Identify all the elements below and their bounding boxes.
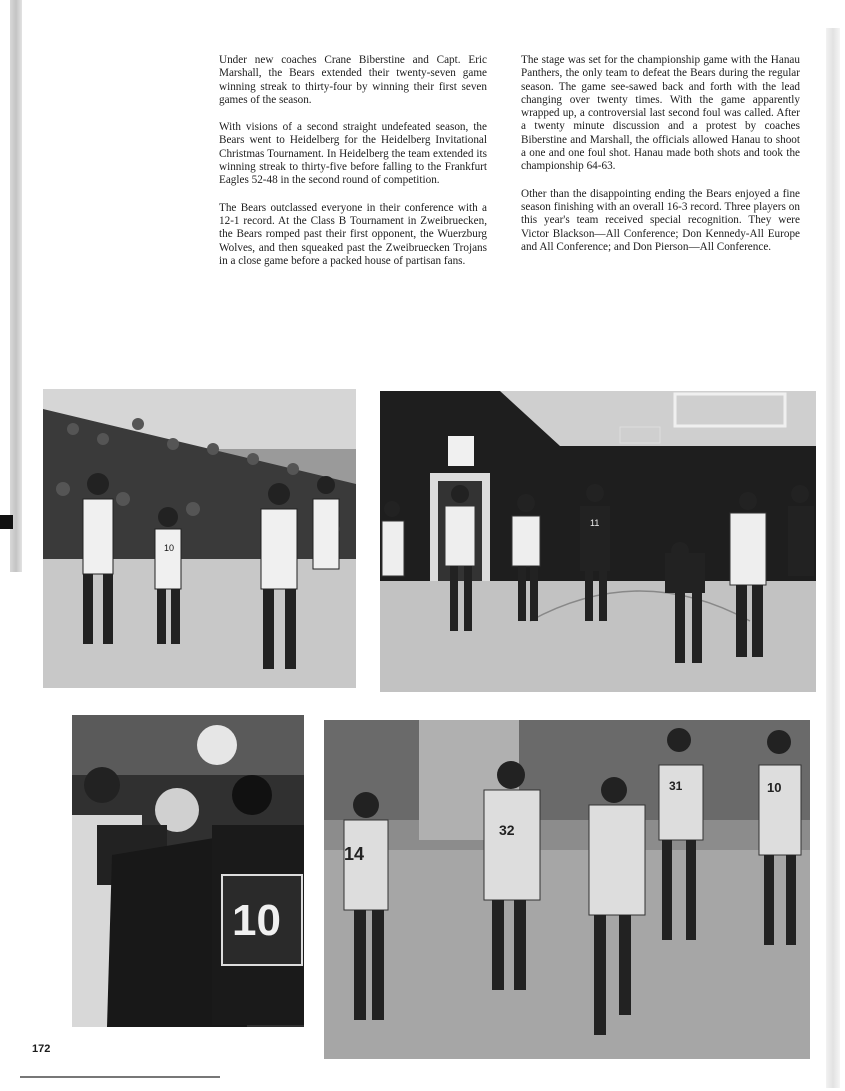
photo-free-throw-lineup [380,391,816,692]
jersey-number: 10 [767,780,782,795]
jersey-number: 10 [232,896,281,945]
article-right-column [521,54,800,268]
photo-players-on-court [324,720,810,1059]
jersey-number: 11 [590,518,600,528]
article-paragraph: Other than the disappointing ending the Bears enjoyed a fine season finishing with an overall 16-3 record. Three players on this year's team received special recognition. They were Victor Blackson—All Conference; Don Kennedy-All Europe and All Conference; and Don Pierson—All Conference. [521,187,800,253]
jersey-number: 10 [164,543,175,553]
bottom-rule [20,1076,220,1078]
article-paragraph: Under new coaches Crane Biberstine and Capt. Eric Marshall, the Bears extended their twenty-seven game winning streak to thirty-four by winning their first seven games of the season. [219,54,487,106]
photo-game-action-crowd [43,389,356,688]
article-paragraph: With visions of a second straight undefeated season, the Bears went to Heidelberg for the Heidelberg Invitational Christmas Tournament. In Heidelberg the team extended its winning streak to thirty-five before falling to the Frankfurt Eagles 52-48 in the second round of competition. [219,121,487,187]
article-paragraph: The stage was set for the championship game with the Hanau Panthers, the only team to defeat the Bears during the regular season. The game see-sawed back and forth with the lead changing over twenty times. With the game apparently wrapped up, a controversial last second foul was called. After a twenty minute discussion and a protest by coaches Biberstine and Marshall, the officials allowed Hanau to shoot a one and one foul shot. Hanau made both shots and took the championship 64-63. [521,54,800,173]
jersey-number: 31 [669,779,683,793]
article-paragraph: The Bears outclassed everyone in their conference with a 12-1 record. At the Class B Tournament in Zweibruecken, the Bears romped past their first opponent, the Wuerzburg Wolves, and then squeaked past the Zweibruecken Trojans in a close game before a packed house of partisan fans. [219,201,487,267]
page-edge-shadow [826,28,840,1088]
jersey-number: 14 [344,844,365,864]
article-left-column [219,54,487,282]
page-binding-edge [10,0,22,572]
jersey-number: 32 [499,822,515,838]
page-number: 172 [32,1043,51,1055]
photo-coach-huddle [72,715,304,1027]
page-tab-mark [0,515,13,529]
